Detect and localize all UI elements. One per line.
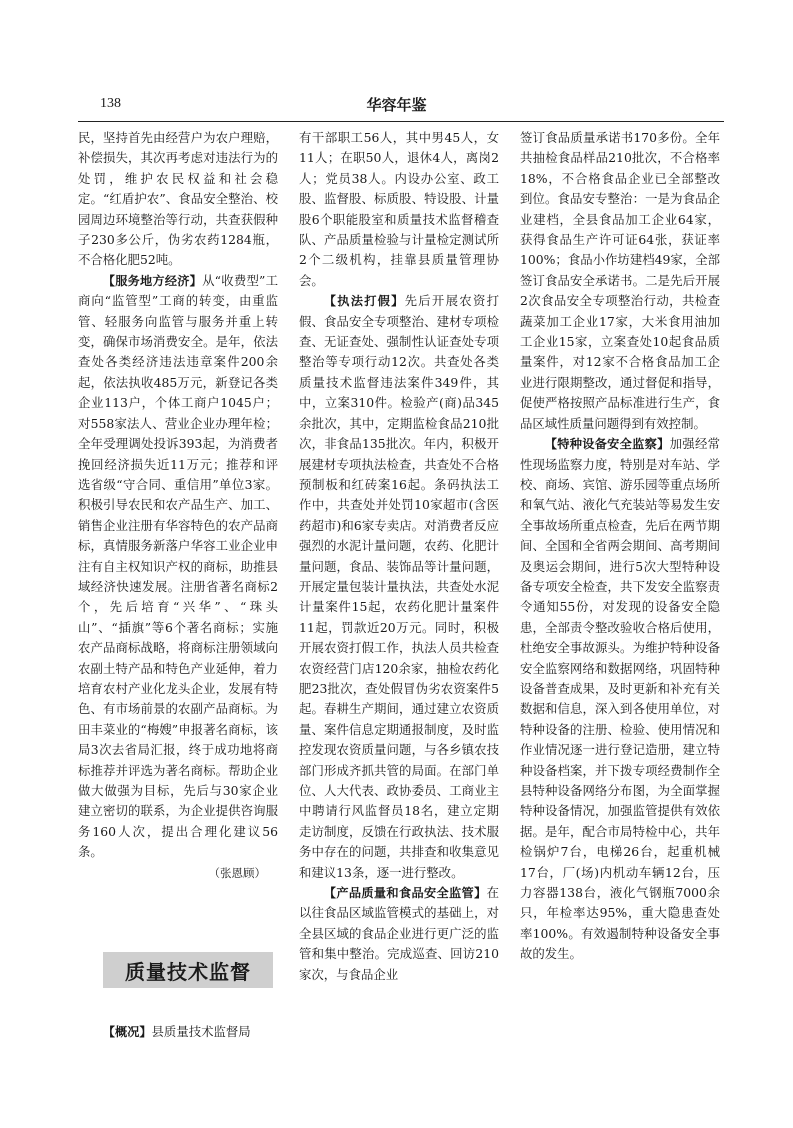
paragraph-service-economy (78, 271, 278, 863)
section-heading: 【概况】 (102, 1025, 152, 1039)
page-number: 138 (100, 96, 121, 111)
paragraph-body: 先后开展农资打假、食品安全专项整治、建材专项检查、无证查处、强制性认证查处专项整治等专项行动12次。共查处各类质量技术监督违法案件349件，其中，立案310件。检验产(商)品345余批次，其中，定期监检食品210批次，非食品135批次。年内，积极开展建材专项执法检查，共查处不合格预制板和红砖案16起。条码执法工作中，共查处并处罚10家超市(含医药超市)和6家专卖店。对消费者反应强烈的水泥计量问题，农药、化肥计量问题，食品、装饰品等计量问题，开展定量包装计量执法，共查处水泥计量案件15起，农药化肥计量案件11起，罚款近20万元。同时，积极开展农资打假工作，执法人员共检查农资经营门店120余家，抽检农药化肥23批次，查处假冒伪劣农资案件5起。春耕生产期间，通过建立农资质量、案件信息定期通报制度，及时监控发现农资质量问题，与各乡镇农技部门形成齐抓共管的局面。在部门单位、人大代表、政协委员、工商业主中聘请行风监督员18名，建立定期走访制度，反馈在行政执法、技术服务中存在的问题，共排查和收集意见和建议13条，逐一进行整改。 (299, 293, 499, 880)
paragraph-special-equipment (520, 434, 720, 965)
section-title-box: 质量技术监督 (103, 952, 273, 988)
column-3 (520, 128, 720, 1128)
paragraph-body: 加强经常性现场监察力度，特别是对车站、学校、商场、宾馆、游乐园等重点场所和氧气站、液化气充装站等易发生安全事故场所重点检查，先后在两节期间、全国和全省两会期间、高考期间及奥运会期间，进行5次大型特种设备专项安全检查，共下发安全监察责令通知55份，对发现的设备安全隐患，全部责令整改验收合格后使用，杜绝安全事故源头。为维护特种设备安全监察网络和数据网络，巩固特种设备普查成果，及时更新和补充有关数据和信息，深入到各使用单位，对特种设备的注册、检验、使用情况和作业情况逐一进行登记造册，建立特种设备档案，并下拨专项经费制作全县特种设备网络分布图，为全面掌握特种设备情况，加强监管提供有效依据。是年，配合市局特检中心，共年检锅炉7台，电梯26台，起重机械17台，厂(场)内机动车辆12台，压力容器138台，液化气钢瓶7000余只，年检率达95%，重大隐患查处率100%。有效遏制特种设备安全事故的发生。 (520, 436, 720, 962)
column-2 (299, 128, 499, 1128)
paragraph-continued: 民，坚持首先由经营户为农户理赔，补偿损失，其次再考虑对违法行为的处罚，维护农民权益和社会稳定。“红盾护农”、食品安全整治、校园周边环境整治等行动，共查获假种子230多公斤，伪劣农药1284瓶，不合格化肥52吨。 (78, 130, 278, 268)
paragraph-overview (78, 1022, 278, 1042)
paragraph-enforcement (299, 291, 499, 883)
section-heading: 【特种设备安全监察】 (544, 437, 670, 452)
column-1-bottom (78, 1022, 278, 1042)
paragraph-body: 从“收费型”工商向“监管型”工商的转变，由重监管、轻服务向监管与服务并重上转变，确保市场消费安全。是年，依法查处各类经济违法违章案件200余起，依法执收485万元，新登记各类企业113户，个体工商户1045户；对558家法人、营业企业办理年检；全年受理调处投诉393起，为消费者挽回经济损失近11万元；推荐和评选省级“守合同、重信用”单位3家。积极引导农民和农产品生产、加工、销售企业注册有华容特色的农产品商标，真情服务新落户华容工业企业申注有自主权知识产权的商标，助推县域经济快速发展。注册省著名商标2个，先后培育“兴华”、“珠头山”、“插旗”等6个著名商标；实施农产品商标战略，将商标注册领域向农副土特产品和特色产业延伸，着力培育农村产业化龙头企业，发展有特色、有市场前景的农副产品商标。为田丰菜业的“梅嫂”申报著名商标，该局3次去省局汇报，终于成功地将商标推荐并评选为著名商标。帮助企业做大做强为目标，先后与30家企业建立密切的联系，为企业提供咨询服务160人次，提出合理化建议56条。 (78, 272, 278, 860)
paragraph-body: 在以往食品区域监管模式的基础上，对全县区域的食品企业进行更广泛的监管和集中整治。完成巡查、回访210家次，与食品企业 (299, 885, 499, 982)
paragraph-continued: 有干部职工56人，其中男45人，女11人；在职50人，退休4人，离岗2人；党员38人。内设办公室、政工股、监督股、标质股、特设股、计量股6个职能股室和质量技术监督稽查队、产品质量检验与计量检定测试所2个二级机构，挂靠县质量管理协会。 (299, 130, 499, 288)
header-rule (78, 121, 724, 122)
section-heading: 【服务地方经济】 (102, 273, 203, 288)
paragraph-food-safety (299, 883, 499, 985)
section-heading: 【执法打假】 (323, 294, 405, 309)
paragraph-body: 县质量技术监督局 (151, 1024, 251, 1039)
section-heading: 【产品质量和食品安全监管】 (323, 886, 487, 901)
running-title: 华容年鉴 (366, 96, 427, 114)
author-byline: （张恩顾） (208, 865, 266, 880)
paragraph-continued: 签订食品质量承诺书170多份。全年共抽检食品样品210批次，不合格率18%，不合格食品企业已全部整改到位。食品安专整治：一是为食品企业建档，全县食品加工企业64家，获得食品生产许可证64张，获证率100%；食品小作坊建档49家，全部签订食品安全承诺书。二是先后开展2次食品安全专项整治行动，共检查蔬菜加工企业17家，大米食用油加工企业15家，立案查处10起食品质量案件，对12家不合格食品加工企业进行限期整改，通过督促和指导，促使严格按照产品标准进行生产，食品区域性质量问题得到有效控制。 (520, 130, 720, 431)
column-1 (78, 128, 278, 948)
